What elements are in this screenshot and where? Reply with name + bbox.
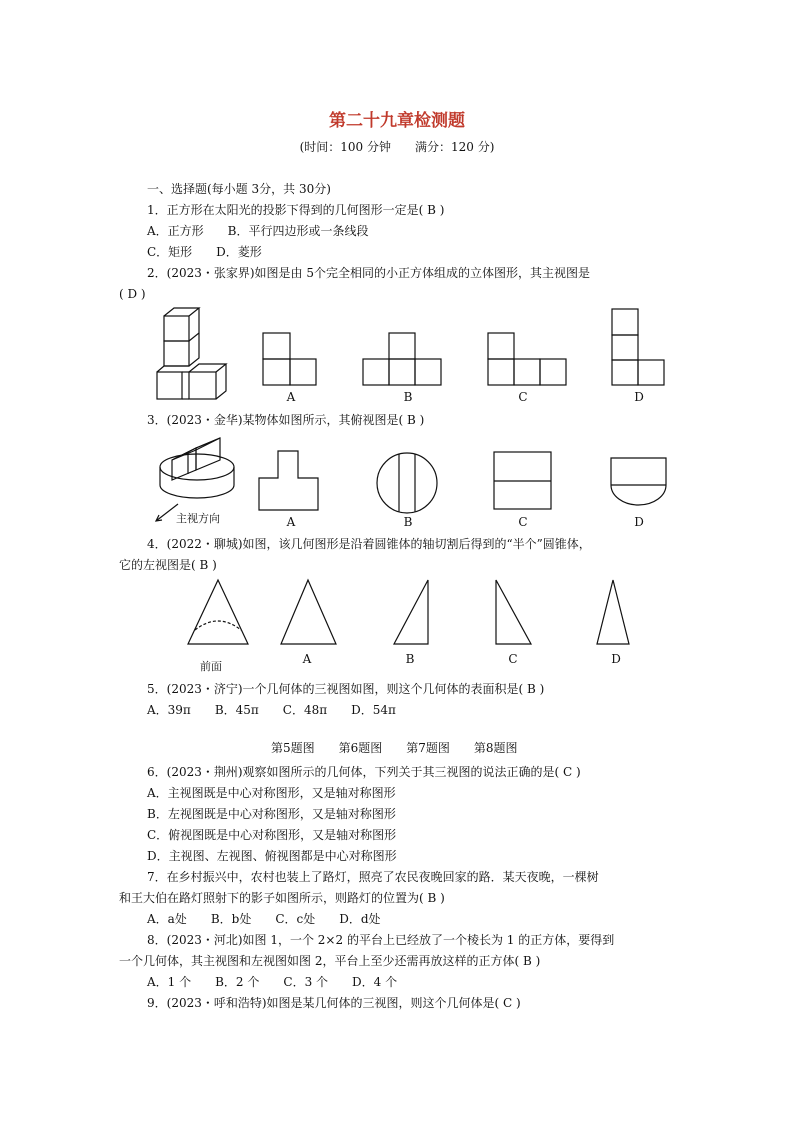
q2-option-c-figure (487, 332, 569, 386)
q2-option-a-figure (262, 332, 318, 386)
q6-option-a: A．主视图既是中心对称图形，又是轴对称图形 (147, 786, 396, 800)
q6-option-c: C．俯视图既是中心对称图形，又是轴对称图形 (147, 828, 397, 842)
q4-half-cone-figure (186, 578, 250, 646)
q2-label-d: D (634, 390, 644, 404)
q3-option-d-figure (610, 457, 668, 507)
q1-stem: 1．正方形在太阳光的投影下得到的几何图形一定是( B ) (147, 203, 445, 217)
q3-label-b: B (403, 515, 413, 529)
q3-view-direction-label: 主视方向 (176, 512, 220, 525)
q4-label-c: C (508, 652, 518, 666)
q4-option-b-figure (392, 578, 432, 646)
q7-options: A．a处 B．b处 C．c处 D．d处 (147, 912, 381, 926)
q2-label-b: B (403, 390, 413, 404)
q9-stem: 9．(2023・呼和浩特)如图是某几何体的三视图，则这个几何体是( C ) (147, 996, 521, 1010)
q4-label-a: A (302, 652, 312, 666)
q2-stem-line2: ( D ) (119, 287, 146, 301)
q7-stem-line1: 7．在乡村振兴中，农村也装上了路灯，照亮了农民夜晚回家的路．某天夜晚，一棵树 (147, 870, 599, 884)
q8-stem-line1: 8．(2023・河北)如图 1，一个 2×2 的平台上已经放了一个棱长为 1 的正方体，要得到 (147, 933, 615, 947)
q4-front-label: 前面 (200, 660, 222, 673)
q3-option-c-figure (493, 451, 553, 511)
q3-option-b-figure (375, 451, 439, 515)
section-heading: 一、选择题(每小题 3分，共 30分) (147, 182, 331, 196)
q3-label-c: C (518, 515, 528, 529)
q2-option-d-figure (611, 308, 667, 386)
q5-options: A．39π B．45π C．48π D．54π (147, 703, 396, 717)
q7-stem-line2: 和王大伯在路灯照射下的影子如图所示，则路灯的位置为( B ) (119, 891, 445, 905)
q6-stem: 6．(2023・荆州)观察如图所示的几何体，下列关于其三视图的说法正确的是( C ) (147, 765, 581, 779)
q8-stem-line2: 一个几何体，其主视图和左视图如图 2，平台上至少还需再放这样的正方体( B ) (119, 954, 541, 968)
q3-stem: 3．(2023・金华)某物体如图所示，其俯视图是( B ) (147, 413, 425, 427)
exam-info: (时间：100 分钟 满分：120 分) (299, 140, 495, 154)
q3-option-a-figure (258, 450, 320, 512)
q6-option-d: D．主视图、左视图、俯视图都是中心对称图形 (147, 849, 397, 863)
q8-options: A．1 个 B．2 个 C．3 个 D．4 个 (147, 975, 398, 989)
q4-stem-line2: 它的左视图是( B ) (119, 558, 217, 572)
q4-stem-line1: 4．(2022・聊城)如图，该几何图形是沿着圆锥体的轴切割后得到的“半个”圆锥体， (147, 537, 591, 551)
q5-stem: 5．(2023・济宁)一个几何体的三视图如图，则这个几何体的表面积是( B ) (147, 682, 545, 696)
figure-captions: 第5题图 第6题图 第7题图 第8题图 (271, 741, 518, 755)
q1-options-cd: C．矩形 D．菱形 (147, 245, 262, 259)
q4-option-a-figure (279, 578, 339, 646)
q3-label-a: A (286, 515, 296, 529)
q4-label-d: D (611, 652, 621, 666)
q2-label-c: C (518, 390, 528, 404)
q3-label-d: D (634, 515, 644, 529)
q4-option-c-figure (494, 578, 534, 646)
q6-option-b: B．左视图既是中心对称图形，又是轴对称图形 (147, 807, 396, 821)
q2-label-a: A (286, 390, 296, 404)
q2-cube-figure (150, 306, 240, 402)
q4-label-b: B (405, 652, 415, 666)
q4-option-d-figure (595, 578, 635, 646)
q1-options-ab: A．正方形 B．平行四边形或一条线段 (147, 224, 369, 238)
q2-option-b-figure (362, 332, 444, 386)
q2-stem-line1: 2．(2023・张家界)如图是由 5个完全相同的小正方体组成的立体图形，其主视图是 (147, 266, 590, 280)
page-title: 第二十九章检测题 (329, 111, 465, 131)
